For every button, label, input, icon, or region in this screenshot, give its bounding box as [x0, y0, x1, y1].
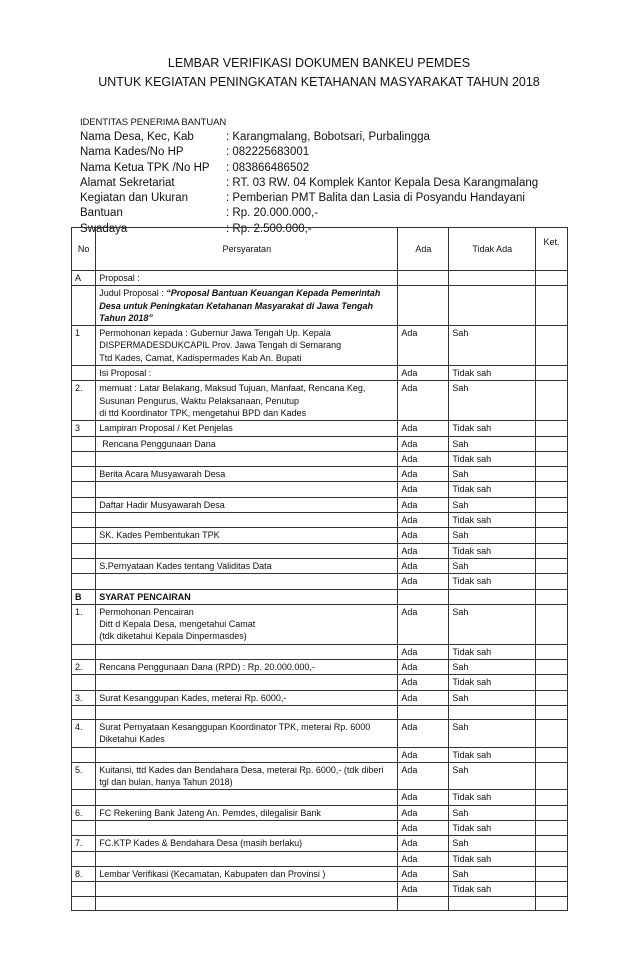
ket-cell — [536, 897, 568, 911]
row-number: 6. — [72, 805, 96, 820]
requirement-cell — [96, 790, 398, 805]
row-number: 5. — [72, 762, 96, 790]
ket-cell — [536, 436, 568, 451]
row-number — [72, 851, 96, 866]
table-row — [72, 543, 568, 558]
ket-cell — [536, 762, 568, 790]
status-cell: Sah — [449, 719, 536, 747]
status-cell: Sah — [449, 497, 536, 512]
requirement-cell — [96, 897, 398, 911]
table-row — [72, 589, 568, 604]
requirement-cell: Rencana Penggunaan Dana (RPD) : Rp. 20.000.000,- — [96, 660, 398, 675]
table-row — [72, 513, 568, 528]
status-cell — [449, 705, 536, 719]
status-cell: Tidak sah — [449, 790, 536, 805]
requirement-cell: Isi Proposal : — [96, 366, 398, 381]
ada-cell: Ada — [398, 851, 449, 866]
table-row — [72, 836, 568, 851]
ada-cell: Ada — [398, 866, 449, 881]
ada-cell: Ada — [398, 451, 449, 466]
row-number — [72, 747, 96, 762]
ada-cell — [398, 271, 449, 286]
requirement-cell: Proposal : — [96, 271, 398, 286]
ket-cell — [536, 866, 568, 881]
status-cell — [449, 271, 536, 286]
ket-cell — [536, 851, 568, 866]
table-row — [72, 326, 568, 366]
row-number — [72, 436, 96, 451]
verification-table — [71, 227, 568, 911]
row-number — [72, 574, 96, 589]
status-cell — [449, 589, 536, 604]
ket-cell — [536, 790, 568, 805]
header-persyaratan: Persyaratan — [96, 228, 398, 271]
ket-cell — [536, 747, 568, 762]
ada-cell: Ada — [398, 805, 449, 820]
identity-value: : 083866486502 — [226, 161, 310, 174]
status-cell: Tidak sah — [449, 451, 536, 466]
row-number: 8. — [72, 866, 96, 881]
requirement-line: Diketahui Kades — [99, 734, 165, 745]
ket-cell — [536, 528, 568, 543]
ada-cell: Ada — [398, 644, 449, 659]
requirement-cell — [96, 719, 398, 747]
ket-cell — [536, 644, 568, 659]
ada-cell: Ada — [398, 366, 449, 381]
table-row — [72, 820, 568, 835]
requirement-cell — [96, 381, 398, 421]
requirement-cell: S.Pernyataan Kades tentang Validitas Data — [96, 558, 398, 573]
ket-cell — [536, 467, 568, 482]
ket-cell — [536, 513, 568, 528]
requirement-cell — [96, 574, 398, 589]
ket-cell — [536, 805, 568, 820]
row-number: B — [72, 589, 96, 604]
table-row — [72, 805, 568, 820]
table-row — [72, 790, 568, 805]
requirement-line: Kuitansi, ttd Kades dan Bendahara Desa, meterai Rp. 6000,- (tdk diberi tgl dan bulan, hanya Tahun 2018) — [99, 764, 384, 788]
status-cell: Tidak sah — [449, 747, 536, 762]
table-row — [72, 851, 568, 866]
requirement-cell — [96, 326, 398, 366]
requirement-line: Ttd Kades, Camat, Kadispermades Kab An. Bupati — [99, 352, 302, 363]
ada-cell: Ada — [398, 747, 449, 762]
row-number — [72, 513, 96, 528]
table-header-row — [72, 228, 568, 271]
ada-cell: Ada — [398, 528, 449, 543]
status-cell: Sah — [449, 558, 536, 573]
requirement-line: Permohonan kepada : Gubernur Jawa Tengah Up. Kepala DISPERMADESDUKCAPIL Prov. Jawa Tengah di Semarang — [99, 328, 342, 351]
ket-cell — [536, 660, 568, 675]
table-body — [72, 271, 568, 911]
ket-cell — [536, 366, 568, 381]
table-row — [72, 451, 568, 466]
ket-cell — [536, 675, 568, 690]
row-number — [72, 644, 96, 659]
requirement-cell — [96, 820, 398, 835]
status-cell: Sah — [449, 866, 536, 881]
row-number — [72, 882, 96, 897]
status-cell: Tidak sah — [449, 574, 536, 589]
status-cell: Tidak sah — [449, 482, 536, 497]
requirement-line: Permohonan Pencairan — [99, 606, 194, 617]
table-row — [72, 690, 568, 705]
table-row — [72, 747, 568, 762]
ket-cell — [536, 271, 568, 286]
table-row — [72, 271, 568, 286]
row-number: 4. — [72, 719, 96, 747]
requirement-cell — [96, 451, 398, 466]
status-cell — [449, 286, 536, 326]
requirement-cell: Lampiran Proposal / Ket Penjelas — [96, 421, 398, 436]
row-number: 1. — [72, 604, 96, 644]
requirement-cell — [96, 851, 398, 866]
table-row — [72, 286, 568, 326]
requirement-cell: Rencana Penggunaan Dana — [96, 436, 398, 451]
row-number — [72, 820, 96, 835]
requirement-cell: Surat Kesanggupan Kades, meterai Rp. 6000,- — [96, 690, 398, 705]
table-row — [72, 719, 568, 747]
identity-value: : RT. 03 RW. 04 Komplek Kantor Kepala Desa Karangmalang — [226, 176, 539, 189]
ket-cell — [536, 286, 568, 326]
status-cell: Sah — [449, 660, 536, 675]
header-ada: Ada — [398, 228, 449, 271]
ada-cell: Ada — [398, 836, 449, 851]
ada-cell: Ada — [398, 660, 449, 675]
row-number — [72, 497, 96, 512]
header-tidak-ada: Tidak Ada — [449, 228, 536, 271]
requirement-cell: FC.KTP Kades & Bendahara Desa (masih berlaku) — [96, 836, 398, 851]
table-row — [72, 604, 568, 644]
table-row — [72, 897, 568, 911]
requirement-cell — [96, 644, 398, 659]
ada-cell: Ada — [398, 436, 449, 451]
identity-value: : Pemberian PMT Balita dan Lasia di Posyandu Handayani — [226, 192, 525, 205]
identity-label: Kegiatan dan Ukuran — [80, 192, 189, 205]
ket-cell — [536, 589, 568, 604]
header-no: No — [72, 228, 96, 271]
requirement-cell — [96, 482, 398, 497]
status-cell: Sah — [449, 690, 536, 705]
ket-cell — [536, 497, 568, 512]
requirement-cell: Lembar Verifikasi (Kecamatan, Kabupaten dan Provinsi ) — [96, 866, 398, 881]
status-cell: Tidak sah — [449, 513, 536, 528]
row-number — [72, 558, 96, 573]
ada-cell: Ada — [398, 543, 449, 558]
row-number: 7. — [72, 836, 96, 851]
identity-value: : Karangmalang, Bobotsari, Purbalingga — [226, 131, 430, 143]
requirement-line: (tdk diketahui Kepala Dinpermasdes) — [99, 631, 247, 642]
proposal-title: “Proposal Bantuan Keuangan Kepada Pemerintah Desa untuk Peningkatan Ketahanan Masyarakat di Jawa Tengah Tahun 2018” — [99, 288, 381, 323]
status-cell: Sah — [449, 467, 536, 482]
ada-cell: Ada — [398, 762, 449, 790]
requirement-cell: Daftar Hadir Musyawarah Desa — [96, 497, 398, 512]
ada-cell: Ada — [398, 421, 449, 436]
identity-label: Alamat Sekretariat — [80, 176, 175, 189]
status-cell: Sah — [449, 326, 536, 366]
requirement-prefix: Judul Proposal : — [99, 288, 167, 299]
ket-cell — [536, 451, 568, 466]
requirement-line: di ttd Koordinator TPK, mengetahui BPD dan Kades — [99, 407, 307, 418]
ada-cell: Ada — [398, 558, 449, 573]
requirement-cell — [96, 543, 398, 558]
ada-cell: Ada — [398, 574, 449, 589]
identity-value: : 082225683001 — [226, 146, 310, 159]
ket-cell — [536, 482, 568, 497]
identity-value: : Rp. 2.500.000,- — [226, 222, 312, 235]
ket-cell — [536, 381, 568, 421]
status-cell: Sah — [449, 805, 536, 820]
requirement-cell — [96, 705, 398, 719]
status-cell: Tidak sah — [449, 882, 536, 897]
row-number — [72, 286, 96, 326]
table-row — [72, 675, 568, 690]
row-number — [72, 897, 96, 911]
document-title: LEMBAR VERIFIKASI DOKUMEN BANKEU PEMDES — [167, 56, 471, 70]
ada-cell: Ada — [398, 381, 449, 421]
table-row — [72, 558, 568, 573]
requirement-cell: Berita Acara Musyawarah Desa — [96, 467, 398, 482]
row-number: 2. — [72, 381, 96, 421]
ada-cell: Ada — [398, 690, 449, 705]
status-cell: Tidak sah — [449, 543, 536, 558]
requirement-cell — [96, 762, 398, 790]
requirement-cell — [96, 513, 398, 528]
requirement-cell — [96, 604, 398, 644]
row-number: 2. — [72, 660, 96, 675]
row-number: 1 — [72, 326, 96, 366]
row-number: A — [72, 271, 96, 286]
requirement-line: Ditt d Kepala Desa, mengetahui Camat — [99, 619, 256, 630]
row-number — [72, 790, 96, 805]
identity-label: Nama Desa, Kec, Kab — [80, 131, 194, 143]
status-cell: Tidak sah — [449, 421, 536, 436]
status-cell: Tidak sah — [449, 851, 536, 866]
ket-cell — [536, 820, 568, 835]
table-row — [72, 497, 568, 512]
ada-cell: Ada — [398, 790, 449, 805]
row-number — [72, 366, 96, 381]
ada-cell — [398, 897, 449, 911]
ket-cell — [536, 719, 568, 747]
ket-cell — [536, 558, 568, 573]
table-row — [72, 866, 568, 881]
row-number — [72, 543, 96, 558]
ada-cell: Ada — [398, 482, 449, 497]
table-row — [72, 644, 568, 659]
status-cell: Sah — [449, 528, 536, 543]
requirement-cell: SK. Kades Pembentukan TPK — [96, 528, 398, 543]
ket-cell — [536, 604, 568, 644]
ada-cell: Ada — [398, 675, 449, 690]
ada-cell: Ada — [398, 820, 449, 835]
requirement-cell — [96, 882, 398, 897]
requirement-cell — [96, 747, 398, 762]
requirement-cell: SYARAT PENCAIRAN — [96, 589, 398, 604]
row-number — [72, 705, 96, 719]
identity-label: Nama Kades/No HP — [80, 146, 184, 159]
status-cell: Sah — [449, 762, 536, 790]
ket-cell — [536, 705, 568, 719]
status-cell: Tidak sah — [449, 675, 536, 690]
status-cell: Sah — [449, 604, 536, 644]
requirement-cell — [96, 675, 398, 690]
status-cell: Sah — [449, 836, 536, 851]
ada-cell: Ada — [398, 467, 449, 482]
ada-cell: Ada — [398, 497, 449, 512]
status-cell: Tidak sah — [449, 820, 536, 835]
table-row — [72, 762, 568, 790]
ada-cell: Ada — [398, 882, 449, 897]
table-row — [72, 528, 568, 543]
ket-cell — [536, 690, 568, 705]
row-number — [72, 482, 96, 497]
identity-label: Bantuan — [80, 207, 123, 220]
table-row — [72, 660, 568, 675]
table-row — [72, 882, 568, 897]
status-cell: Tidak sah — [449, 366, 536, 381]
table-row — [72, 421, 568, 436]
ada-cell: Ada — [398, 513, 449, 528]
status-cell: Sah — [449, 436, 536, 451]
row-number: 3 — [72, 421, 96, 436]
ada-cell — [398, 286, 449, 326]
ket-cell — [536, 326, 568, 366]
ket-cell — [536, 574, 568, 589]
requirement-line: Surat Pernyataan Kesanggupan Koordinator TPK, meterai Rp. 6000 — [99, 721, 371, 732]
identity-label: Swadaya — [80, 222, 128, 235]
requirement-cell: FC Rekening Bank Jateng An. Pemdes, dilegalisir Bank — [96, 805, 398, 820]
requirement-cell — [96, 286, 398, 326]
row-number — [72, 451, 96, 466]
table-row — [72, 574, 568, 589]
ada-cell — [398, 705, 449, 719]
ket-cell — [536, 543, 568, 558]
table-row — [72, 482, 568, 497]
table-row — [72, 366, 568, 381]
document-subtitle: UNTUK KEGIATAN PENINGKATAN KETAHANAN MASYARAKAT TAHUN 2018 — [98, 75, 540, 89]
ada-cell — [398, 589, 449, 604]
identity-value: : Rp. 20.000.000,- — [226, 207, 319, 220]
ket-cell — [536, 882, 568, 897]
row-number — [72, 467, 96, 482]
ada-cell: Ada — [398, 326, 449, 366]
row-number — [72, 675, 96, 690]
identity-heading: IDENTITAS PENERIMA BANTUAN — [80, 117, 227, 128]
table-row — [72, 436, 568, 451]
requirement-line: memuat : Latar Belakang, Maksud Tujuan, Manfaat, Rencana Keg, Susunan Pengurus, Waktu Pelaksanaan, Penutup — [99, 383, 366, 406]
ada-cell: Ada — [398, 604, 449, 644]
row-number: 3. — [72, 690, 96, 705]
status-cell: Tidak sah — [449, 644, 536, 659]
row-number — [72, 528, 96, 543]
ket-cell — [536, 836, 568, 851]
header-ket: Ket. — [536, 228, 568, 271]
identity-label: Nama Ketua TPK /No HP — [80, 161, 210, 174]
ket-cell — [536, 421, 568, 436]
status-cell — [449, 897, 536, 911]
table-row — [72, 381, 568, 421]
table-row — [72, 467, 568, 482]
table-row — [72, 705, 568, 719]
status-cell: Sah — [449, 381, 536, 421]
ada-cell: Ada — [398, 719, 449, 747]
